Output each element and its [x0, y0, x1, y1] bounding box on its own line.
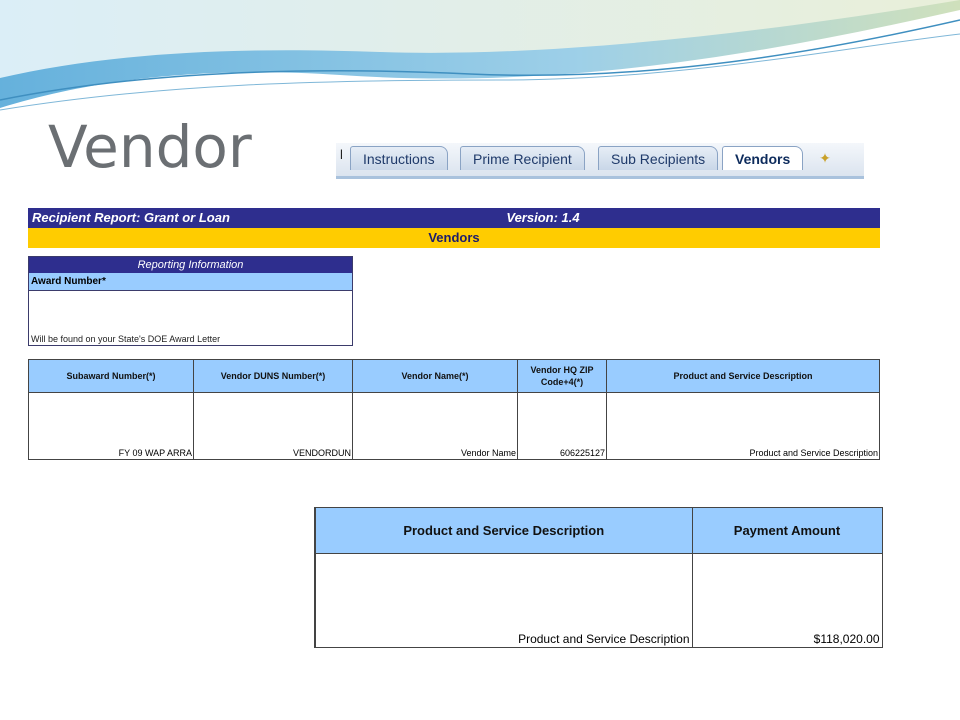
reporting-information-box [28, 256, 353, 346]
col-payment-amount: Payment Amount [692, 508, 882, 554]
decorative-wave-banner [0, 0, 960, 120]
sheet-tab-instructions[interactable]: Instructions [350, 146, 448, 170]
sheet-tab-strip [336, 143, 864, 179]
award-number-label: Award Number* [29, 273, 352, 291]
vendor-table [28, 359, 880, 460]
col-subaward-number: Subaward Number(*) [29, 360, 194, 393]
slide-title: Vendor [48, 113, 252, 181]
report-title-bar [28, 208, 880, 228]
award-number-note: Will be found on your State's DOE Award Letter [31, 334, 221, 344]
report-version: Version: 1.4 [506, 210, 580, 225]
insert-sheet-icon[interactable]: ✦ [819, 150, 831, 166]
col-product-service-description: Product and Service Description [315, 508, 692, 554]
payment-table [314, 507, 883, 648]
sheet-tab-prime-recipient[interactable]: Prime Recipient [460, 146, 585, 170]
sheet-tab-sub-recipients[interactable]: Sub Recipients [598, 146, 718, 170]
cell-vendor-name[interactable]: Vendor Name [353, 393, 518, 460]
cell-vendor-zip[interactable]: 606225127 [518, 393, 607, 460]
col-vendor-duns: Vendor DUNS Number(*) [194, 360, 353, 393]
reporting-information-header: Reporting Information [29, 257, 352, 273]
report-section-bar: Vendors [28, 228, 880, 248]
col-vendor-name: Vendor Name(*) [353, 360, 518, 393]
table-row [29, 393, 880, 460]
col-product-service-description: Product and Service Description [607, 360, 880, 393]
report-title: Recipient Report: Grant or Loan [32, 210, 230, 225]
cell-subaward-number[interactable]: FY 09 WAP ARRA [29, 393, 194, 460]
sheet-tab-partial[interactable]: l [340, 147, 343, 162]
cell-product-service-description[interactable]: Product and Service Description [607, 393, 880, 460]
table-row [315, 554, 882, 648]
col-vendor-zip: Vendor HQ ZIP Code+4(*) [518, 360, 607, 393]
cell-payment-amount[interactable]: $118,020.00 [692, 554, 882, 648]
sheet-tab-vendors[interactable]: Vendors [722, 146, 803, 170]
cell-product-service-description[interactable]: Product and Service Description [315, 554, 692, 648]
payment-table-header-row [315, 508, 882, 554]
cell-vendor-duns[interactable]: VENDORDUN [194, 393, 353, 460]
vendor-table-header-row [29, 360, 880, 393]
